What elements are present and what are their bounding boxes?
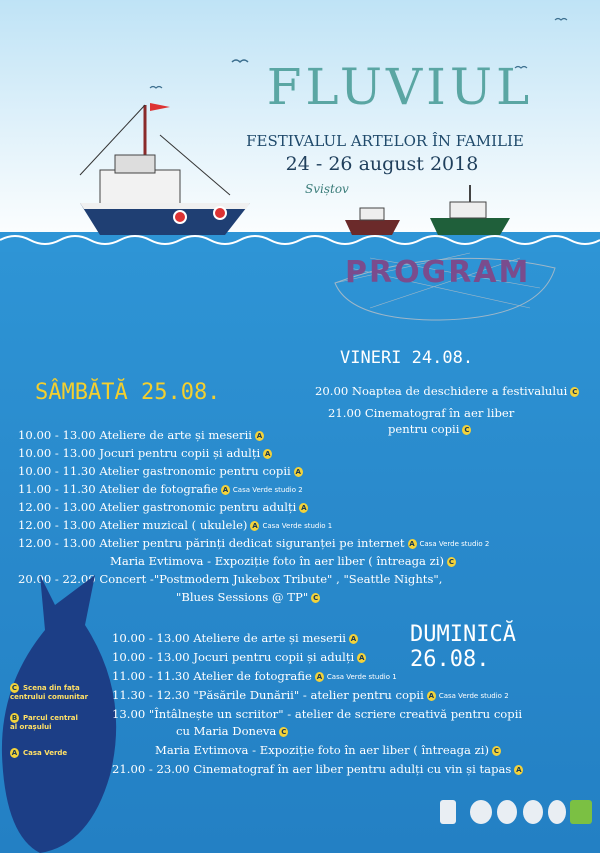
event-saturday-9-cont: "Blues Sessions @ TP" C: [176, 590, 319, 604]
sponsor-logo: [470, 800, 492, 824]
location-label: Casa Verde studio 1: [262, 522, 333, 530]
event-sunday-7: 21.00 - 23.00 Cinematograf în aer liber pentru adulți cu vin și tapas A: [112, 762, 522, 776]
festival-town: Sviștov: [305, 182, 349, 196]
event-saturday-3: 10.00 - 11.30 Atelier gastronomic pentru copii A: [18, 464, 301, 478]
location-pin-icon: A: [516, 766, 522, 774]
day-heading-sunday: DUMINICĂ 26.08.: [410, 622, 516, 672]
day-heading-friday: VINERI 24.08.: [340, 348, 474, 368]
location-pin-icon: A: [252, 522, 258, 530]
location-label: Casa Verde studio 1: [326, 673, 397, 681]
location-pin-icon: A: [409, 540, 415, 548]
sponsor-logo: [497, 800, 517, 824]
festival-dates: 24 - 26 august 2018: [285, 153, 479, 175]
location-pin-icon: A: [358, 654, 365, 662]
event-saturday-7: 12.00 - 13.00 Atelier pentru părinți dedicat siguranței pe internet A Casa Verde studio 2: [18, 536, 490, 550]
location-pin-icon: A: [428, 692, 435, 700]
sponsor-logo: [548, 800, 566, 824]
location-label: Casa Verde studio 2: [232, 486, 303, 494]
location-pin-icon: A: [264, 450, 271, 458]
location-label: Casa Verde studio 2: [438, 692, 509, 700]
event-saturday-6: 12.00 - 13.00 Atelier muzical ( ukulele) A Casa Verde studio 1: [18, 518, 333, 532]
legend-item-casa-verde: A Casa Verde: [11, 749, 68, 757]
event-sunday-2: 10.00 - 13.00 Jocuri pentru copii și adulți A: [112, 650, 365, 664]
ship-illustration: [60, 95, 260, 255]
location-pin-icon: C: [281, 728, 287, 736]
location-pin-icon: C: [11, 684, 18, 692]
small-ship-illustration: [340, 180, 520, 240]
event-saturday-8: Maria Evtimova - Expoziție foto în aer liber ( întreaga zi) C: [110, 554, 455, 568]
event-sunday-4: 11.30 - 12.30 "Păsările Dunării" - atelier pentru copii A Casa Verde studio 2: [112, 688, 509, 702]
day-heading-saturday: SÂMBĂTĂ 25.08.: [35, 380, 221, 405]
event-sunday-5: 13.00 "Întâlnește un scriitor" - atelier de scriere creativă pentru copii: [112, 707, 523, 721]
sponsor-logo: [570, 800, 592, 824]
location-pin-icon: A: [295, 468, 301, 476]
festival-subtitle: FESTIVALUL ARTELOR ÎN FAMILIE: [246, 132, 524, 150]
legend-item-scena: C Scena din fața centrului comunitar: [10, 684, 89, 701]
festival-title: FLUVIUL: [266, 58, 534, 116]
event-friday-2: 21.00 Cinematograf în aer liber: [328, 406, 515, 420]
event-friday-2-cont: pentru copii C: [388, 422, 470, 436]
location-pin-icon: C: [572, 388, 578, 396]
event-sunday-3: 11.00 - 11.30 Atelier de fotografie A Casa Verde studio 1: [112, 669, 397, 683]
location-pin-icon: C: [464, 426, 470, 434]
program-heading: PROGRAM: [345, 255, 531, 290]
event-sunday-1: 10.00 - 13.00 Ateliere de arte și meserii A: [112, 631, 357, 645]
location-pin-icon: C: [448, 558, 455, 566]
location-pin-icon: A: [256, 432, 263, 440]
event-sunday-6: Maria Evtimova - Expoziție foto în aer liber ( întreaga zi) C: [155, 743, 500, 757]
location-pin-icon: A: [350, 635, 357, 643]
location-pin-icon: A: [316, 673, 323, 681]
legend-item-parcul: B Parcul central al orașului: [10, 714, 78, 731]
event-saturday-1: 10.00 - 13.00 Ateliere de arte și meserii A: [18, 428, 263, 442]
location-pin-icon: C: [493, 747, 500, 755]
sponsor-logo: [523, 800, 543, 824]
location-pin-icon: A: [222, 486, 229, 494]
event-saturday-2: 10.00 - 13.00 Jocuri pentru copii și adulți A: [18, 446, 271, 460]
location-label: Casa Verde studio 2: [419, 540, 490, 548]
location-pin-icon: A: [11, 749, 18, 757]
event-sunday-5-cont: cu Maria Doneva C: [176, 724, 287, 738]
location-pin-icon: B: [11, 714, 18, 722]
event-saturday-4: 11.00 - 11.30 Atelier de fotografie A Casa Verde studio 2: [18, 482, 303, 496]
location-pin-icon: C: [313, 594, 319, 602]
event-saturday-9: 20.00 - 22.00 Concert -"Postmodern Jukebox Tribute" , "Seattle Nights",: [18, 572, 443, 586]
location-pin-icon: A: [301, 504, 307, 512]
event-friday-1: 20.00 Noaptea de deschidere a festivalului C: [315, 384, 578, 398]
event-saturday-5: 12.00 - 13.00 Atelier gastronomic pentru adulți A: [18, 500, 307, 514]
sponsor-logo: [440, 800, 456, 824]
